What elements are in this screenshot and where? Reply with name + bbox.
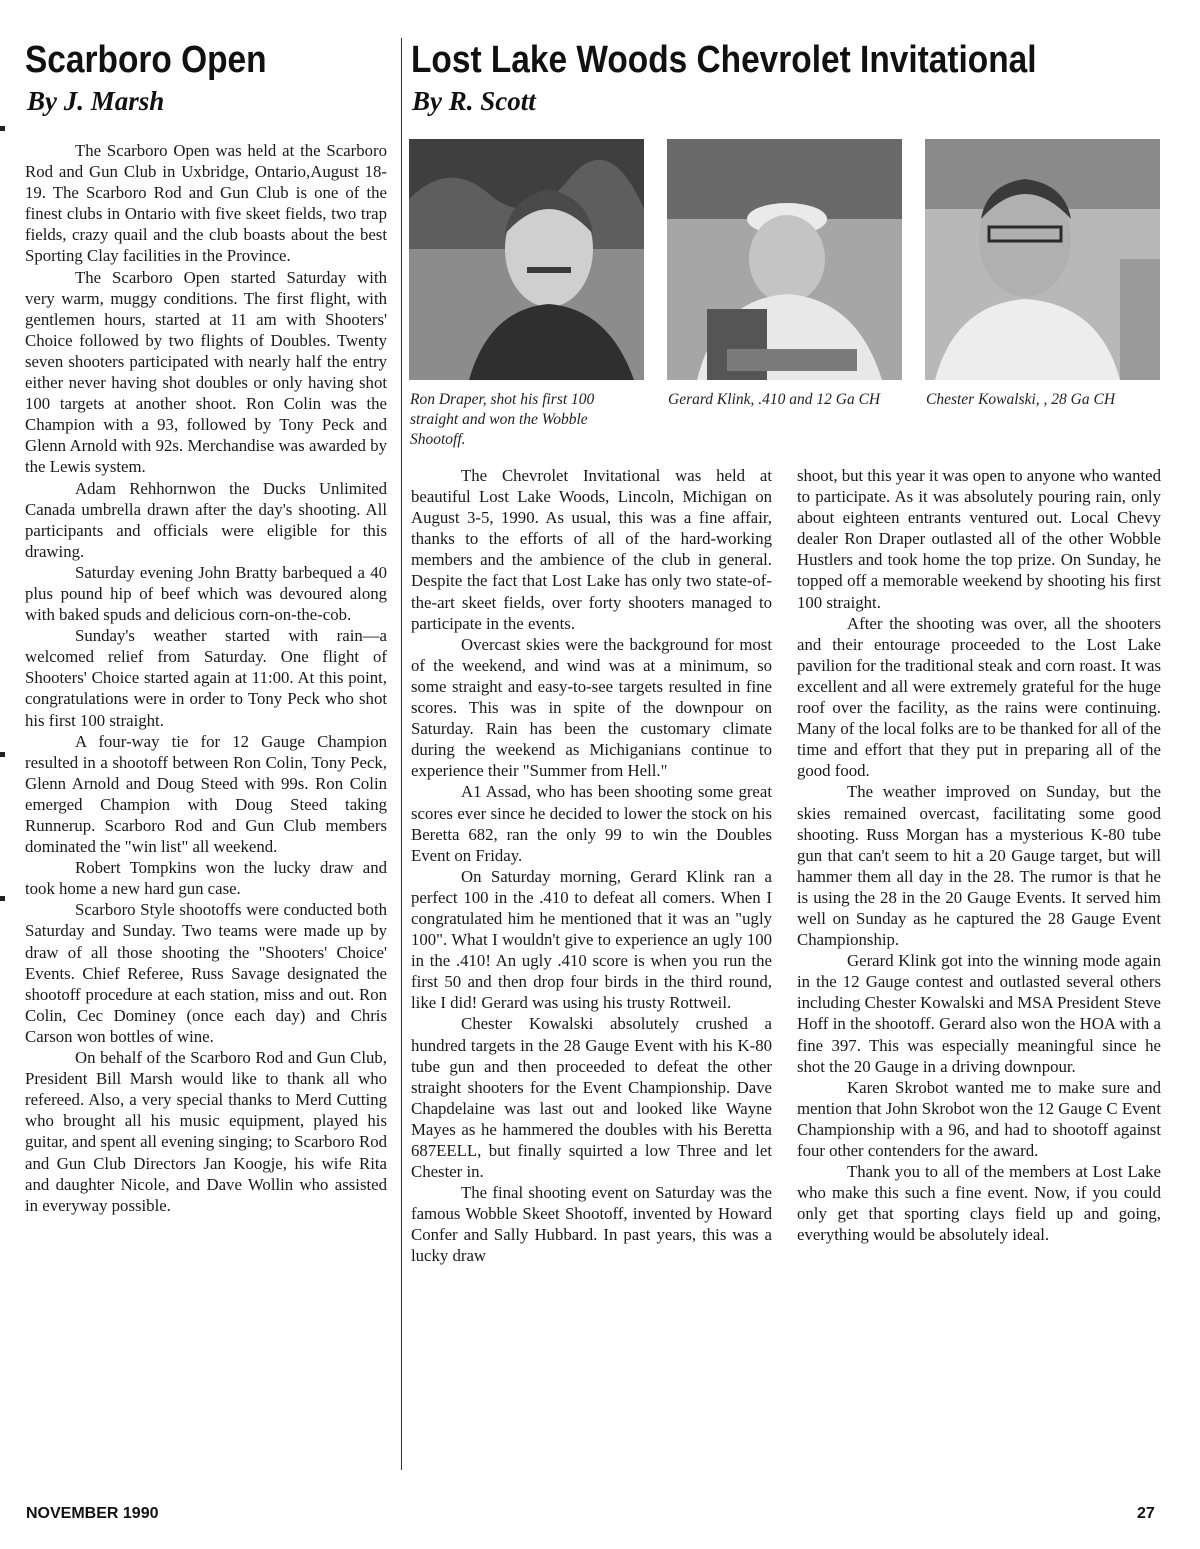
right-article-column-1	[411, 465, 772, 1267]
paragraph: After the shooting was over, all the shooters and their entourage proceeded to the Lost Lake pavilion for the traditional steak and corn roast. It was excellent and all were extremely grateful for the huge roof over the facility, as the rains were continuing. Many of the local folks are to be thanked for all of the time and effort that they put in preparing all of the good food.	[797, 613, 1161, 781]
left-article-body	[25, 140, 387, 1216]
paragraph: The Chevrolet Invitational was held at beautiful Lost Lake Woods, Lincoln, Michigan on August 3-5, 1990. As usual, this was a fine affair, thanks to the efforts of all of the hard-working members and the ambience of the club in general. Despite the fact that Lost Lake has only two state-of-the-art skeet fields, over forty shooters managed to participate in the events.	[411, 466, 772, 633]
paragraph: Overcast skies were the background for most of the weekend, and wind was at a minimum, so some straight and easy-to-see targets resulted in fine scores. This was in spite of the downpour on Saturday. Rain has been the customary climate during the weekend as Michiganians continue to experience their "Summer from Hell."	[411, 634, 772, 781]
paragraph: Karen Skrobot wanted me to make sure and mention that John Skrobot won the 12 Gauge C Event Championship with a 96, and had to shootoff against four other contenders for the award.	[797, 1077, 1161, 1160]
paragraph: Sunday's weather started with rain—a welcomed relief from Saturday. One flight of Shooters' Choice started again at 11:00. At this point, congratulations were in order to Tony Peck who shot his first 100 straight.	[25, 626, 387, 730]
right-article-byline: By R. Scott	[412, 86, 536, 116]
right-article-title: Lost Lake Woods Chevrolet Invitational	[411, 39, 1037, 81]
left-article-byline: By J. Marsh	[27, 86, 165, 116]
paragraph: Adam Rehhornwon the Ducks Unlimited Canada umbrella drawn after the day's shooting. All participants and officials were eligible for this drawing.	[25, 478, 387, 561]
paragraph: A1 Assad, who has been shooting some great scores ever since he decided to lower the stock on his Beretta 682, ran the only 99 to win the Doubles Event on Friday.	[411, 782, 772, 865]
photo-ron-draper	[409, 139, 644, 380]
paragraph: The final shooting event on Saturday was the famous Wobble Skeet Shootoff, invented by Howard Confer and Sally Hubbard. In past years, this was a lucky draw	[411, 1183, 772, 1266]
portrait-image	[925, 139, 1160, 380]
column-divider	[401, 38, 402, 1470]
paragraph: Gerard Klink got into the winning mode again in the 12 Gauge contest and outlasted several others including Chester Kowalski and MSA President Steve Hoff in the shootoff. Gerard also won the HOA with a fine 397. This was especially meaningful since he shot the 20 Gauge in a driving downpour.	[797, 951, 1161, 1076]
paragraph: Chester Kowalski absolutely crushed a hundred targets in the 28 Gauge Event with his K-80 tube gun and then proceeded to defeat the other straight shooters for the Event Championship. Dave Chapdelaine was last out and looked like Wayne Mayes as he hammered the doubles with his Beretta 687EELL, but finally squirted a low Three and let Chester in.	[411, 1014, 772, 1182]
paragraph: The Scarboro Open was held at the Scarboro Rod and Gun Club in Uxbridge, Ontario,August 18-19. The Scarboro Rod and Gun Club is one of the finest clubs in Ontario with five skeet fields, two trap fields, crazy quail and the club boasts about the best Sporting Clay facilities in the Province.	[25, 141, 387, 266]
paragraph: A four-way tie for 12 Gauge Champion resulted in a shootoff between Ron Colin, Tony Peck, Glenn Arnold and Doug Steed with 99s. Ron Colin emerged Champion with Doug Steed taking Runnerup. Scarboro Rod and Gun Club members dominated the "win list" all weekend.	[25, 731, 387, 857]
photo-caption: Gerard Klink, .410 and 12 Ga CH	[668, 391, 881, 408]
photo-gerard-klink	[667, 139, 902, 380]
left-article-title: Scarboro Open	[25, 39, 267, 81]
paragraph: Saturday evening John Bratty barbequed a 40 plus pound hip of beef which was devoured along with baked spuds and delicious corn-on-the-cob.	[25, 562, 387, 625]
scan-edge-mark	[0, 752, 5, 757]
paragraph: Scarboro Style shootoffs were conducted both Saturday and Sunday. Two teams were made up by draw of all those shooting the "Shooters' Choice' Events. Chief Referee, Russ Savage designated the shootoff procedure at each station, miss and out. Ron Colin, Cec Dominey (once each day) and Chris Carson won bottles of wine.	[25, 900, 387, 1046]
paragraph-continued: shoot, but this year it was open to anyone who wanted to participate. As it was absolutely pouring rain, only about eighteen entrants ventured out. Local Chevy dealer Ron Draper outlasted all of the other Wobble Hustlers and took home the top prize. On Sunday, he topped off a memorable weekend by shooting his first 100 straight.	[797, 466, 1161, 612]
paragraph: The Scarboro Open started Saturday with very warm, muggy conditions. The first flight, with gentlemen hours, started at 11 am with Shooters' Choice followed by two flights of Doubles. Twenty seven shooters participated with nearly half the entry either never having shot doubles or only having shot 100 targets at another shoot. Ron Colin was the Champion with a 93, followed by Tony Peck and Glenn Arnold with 92s. Merchandise was awarded by the Lewis system.	[25, 267, 387, 477]
portrait-image	[409, 139, 644, 380]
photo-chester-kowalski	[925, 139, 1160, 380]
photo-caption: Chester Kowalski, , 28 Ga CH	[926, 391, 1116, 408]
paragraph: The weather improved on Sunday, but the skies remained overcast, facilitating some good shooting. Russ Morgan has a mysterious K-80 tube gun that can't seem to hit a 20 Gauge target, but will hammer them all day in the 28. The rumor is that he is using the 28 in the 20 Gauge Events. It served him well on Sunday as he captured the 28 Gauge Event Championship.	[797, 782, 1161, 950]
right-article-column-2	[797, 465, 1161, 1245]
paragraph: On behalf of the Scarboro Rod and Gun Club, President Bill Marsh would like to thank all who refereed. Also, a very special thanks to Merd Cutting who brought all his music equipment, played his guitar, and spent all evening singing; to Scarboro Rod and Gun Club Directors Jan Koogje, his wife Rita and daughter Nicole, and Dave Wollin who assisted in everyway possible.	[25, 1048, 387, 1215]
portrait-image	[667, 139, 902, 380]
paragraph: Robert Tompkins won the lucky draw and took home a new hard gun case.	[25, 858, 387, 899]
photo-caption: Ron Draper, shot his first 100 straight and won the Wobble Shootoff.	[410, 391, 595, 448]
paragraph: On Saturday morning, Gerard Klink ran a perfect 100 in the .410 to defeat all comers. When I congratulated him he mentioned that it was an "ugly 100". What I wouldn't give to experience an ugly 100 in the .410! An ugly .410 score is when you run the first 50 and then drop four birds in the third round, like I did! Gerard was using his trusty Rottweil.	[411, 866, 772, 1013]
paragraph: Thank you to all of the members at Lost Lake who make this such a fine event. Now, if you could only get that sporting clays field up and going, everything would be absolutely ideal.	[797, 1162, 1161, 1245]
issue-date: NOVEMBER 1990	[26, 1505, 159, 1522]
page-number: 27	[1137, 1505, 1155, 1522]
scan-edge-mark	[0, 896, 5, 901]
scan-edge-mark	[0, 126, 5, 131]
